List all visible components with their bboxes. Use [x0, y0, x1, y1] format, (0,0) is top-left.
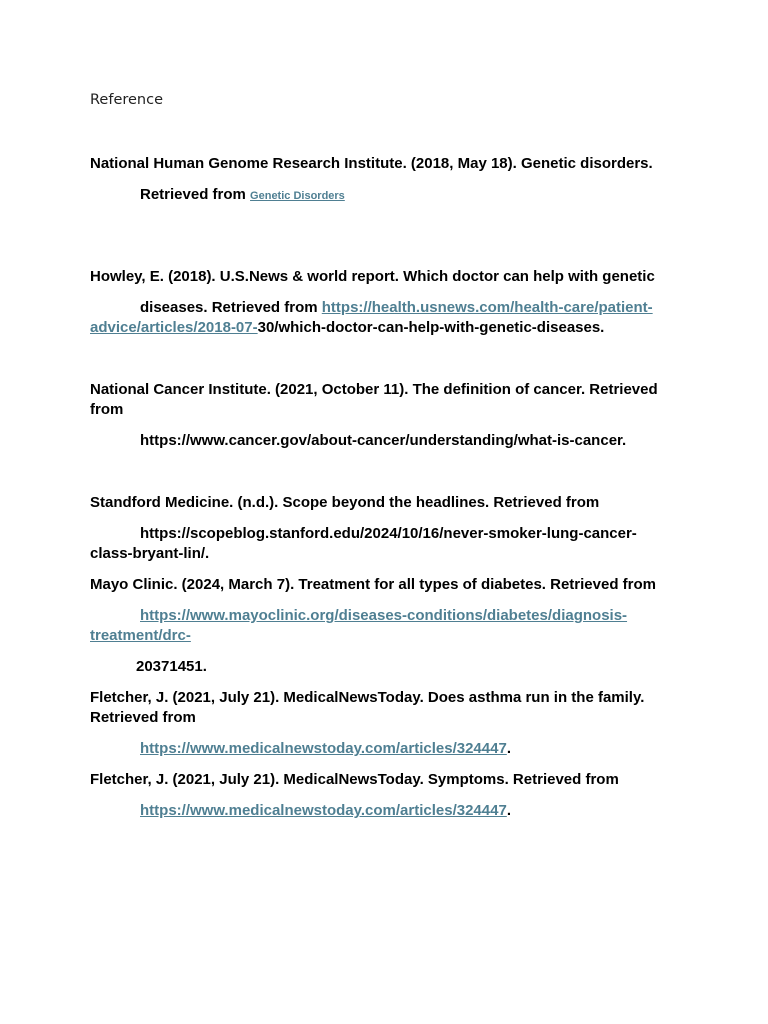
reference-entry-mayo-main: Mayo Clinic. (2024, March 7). Treatment for all types of diabetes. Retrieved from [90, 576, 657, 593]
reference-entry-fletcher-asthma-url [90, 739, 720, 759]
reference-entry-mayo-url [90, 606, 670, 646]
reference-entry-stanford-url: https://scopeblog.stanford.edu/2024/10/16/never-smoker-lung-cancer-class-bryant-lin/. [90, 525, 637, 562]
medicalnewstoday-symptoms-link[interactable]: https://www.medicalnewstoday.com/articles/324447 [140, 802, 507, 819]
usnews-link-part1[interactable]: https://health.usnews.com/health-care/patient- [321, 299, 653, 316]
url-period: . [506, 740, 511, 757]
reference-entry-mayo-url-tail: 20371451. [136, 658, 207, 675]
reference-entry-howley-retrieved [90, 298, 720, 318]
reference-entry-fletcher-symptoms-main: Fletcher, J. (2021, July 21). MedicalNewsToday. Symptoms. Retrieved from [90, 771, 619, 788]
reference-entry-genome-main: National Human Genome Research Institute. (2018, May 18). Genetic disorders. [90, 155, 653, 172]
reference-entry-genome-retrieved [90, 185, 720, 206]
page-title: Reference [90, 92, 164, 108]
retrieved-label: diseases. Retrieved from [140, 299, 322, 316]
url-period: . [506, 802, 511, 819]
usnews-link-part2[interactable]: advice/articles/2018-07- [90, 319, 258, 336]
mayo-clinic-link[interactable]: https://www.mayoclinic.org/diseases-conditions/diabetes/diagnosis-treatment/drc- [90, 607, 628, 644]
reference-entry-howley-main: Howley, E. (2018). U.S.News & world report. Which doctor can help with genetic [90, 268, 655, 285]
reference-entry-fletcher-asthma-main: Fletcher, J. (2021, July 21). MedicalNewsToday. Does asthma run in the family. Retrieved from [90, 689, 645, 726]
reference-entry-nci-main: National Cancer Institute. (2021, October 11). The definition of cancer. Retrieved from [90, 381, 658, 418]
medicalnewstoday-asthma-link[interactable]: https://www.medicalnewstoday.com/articles/324447 [140, 740, 507, 757]
retrieved-label: Retrieved from [140, 186, 251, 203]
reference-entry-fletcher-symptoms-url [90, 801, 720, 821]
reference-entry-nci-url: https://www.cancer.gov/about-cancer/understanding/what-is-cancer. [140, 432, 627, 449]
usnews-url-tail: 30/which-doctor-can-help-with-genetic-diseases. [257, 319, 605, 336]
reference-entry-stanford-main: Standford Medicine. (n.d.). Scope beyond the headlines. Retrieved from [90, 494, 600, 511]
genetic-disorders-link[interactable]: Genetic Disorders [250, 190, 345, 202]
reference-entry-howley-url-continued [90, 318, 670, 338]
